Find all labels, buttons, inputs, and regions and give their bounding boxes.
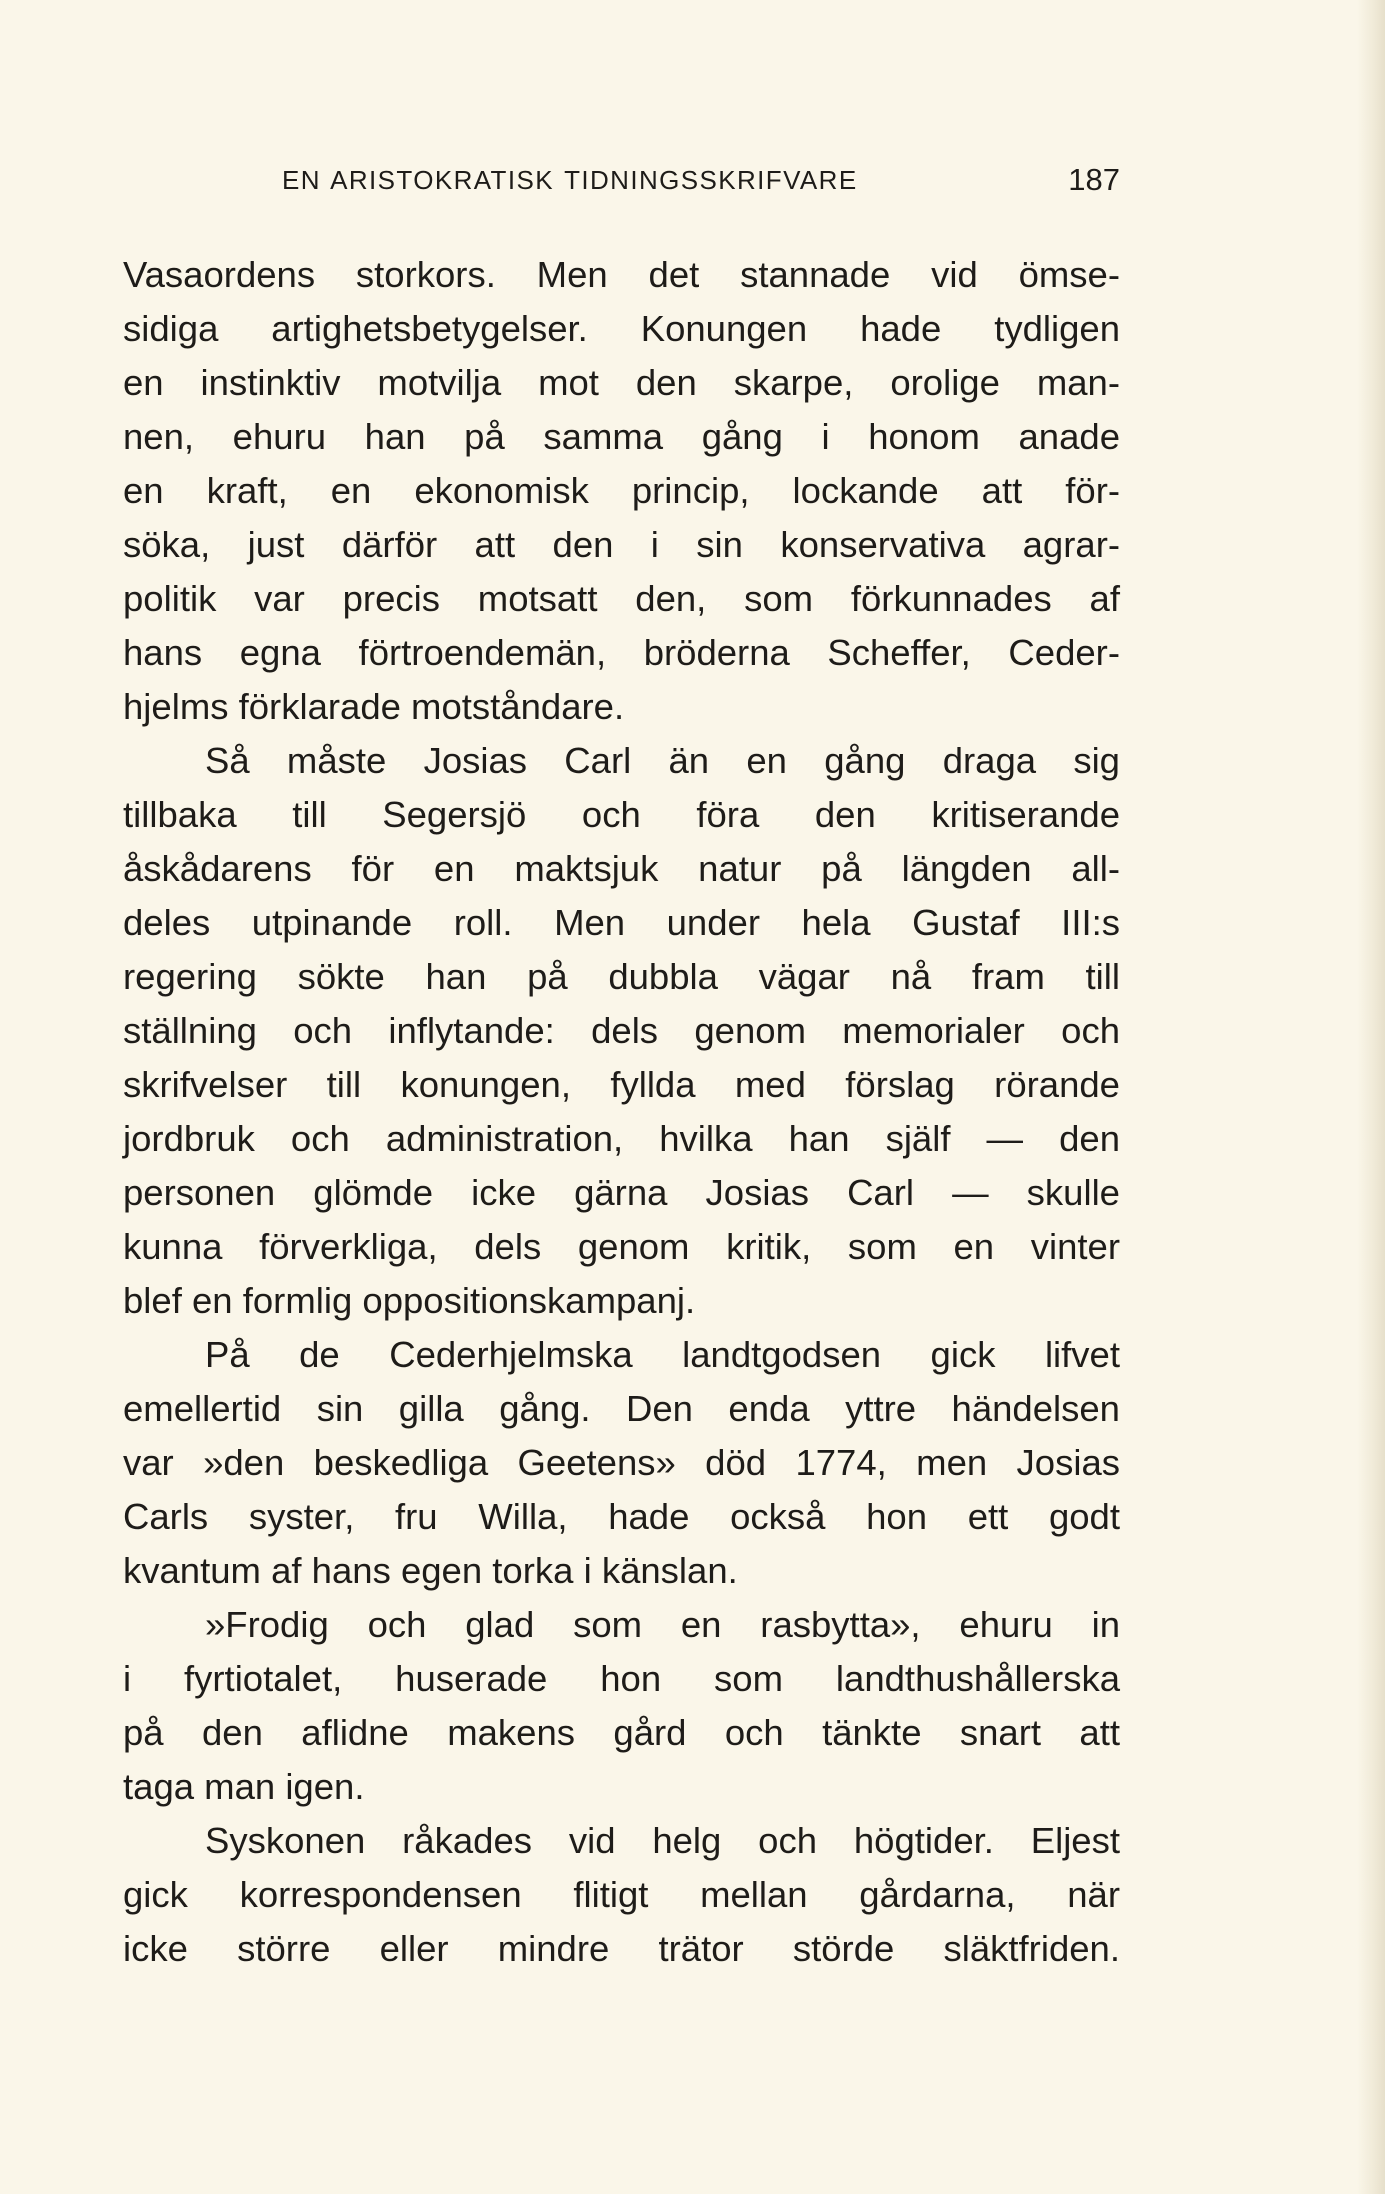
body-text	[123, 248, 1120, 1976]
text-line: regering sökte han på dubbla vägar nå fram till	[123, 956, 1120, 997]
text-line: icke större eller mindre trätor störde släktfriden.	[123, 1928, 1120, 1969]
text-line: på den aflidne makens gård och tänkte snart att	[123, 1712, 1120, 1753]
text-line: hjelms förklarade motståndare.	[123, 686, 625, 727]
text-line: jordbruk och administration, hvilka han själf — den	[123, 1118, 1120, 1159]
running-title: EN ARISTOKRATISK TIDNINGSSKRIFVARE	[282, 165, 858, 195]
text-line: en kraft, en ekonomisk princip, lockande att för-	[123, 470, 1120, 511]
text-line: Syskonen råkades vid helg och högtider. Eljest	[205, 1820, 1120, 1861]
text-line: tillbaka till Segersjö och föra den kritiserande	[123, 794, 1120, 835]
text-line: var »den beskedliga Geetens» död 1774, men Josias	[123, 1442, 1120, 1483]
text-line: åskådarens för en maktsjuk natur på längden all-	[123, 848, 1120, 889]
text-line: blef en formlig oppositionskampanj.	[123, 1280, 696, 1321]
text-line: skrifvelser till konungen, fyllda med förslag rörande	[123, 1064, 1120, 1105]
text-line: Vasaordens storkors. Men det stannade vid ömse-	[123, 254, 1120, 295]
text-line: emellertid sin gilla gång. Den enda yttre händelsen	[123, 1388, 1120, 1429]
running-header	[282, 160, 1120, 200]
text-line: politik var precis motsatt den, som förkunnades af	[123, 578, 1120, 619]
text-line: Carls syster, fru Willa, hade också hon ett godt	[123, 1496, 1120, 1537]
text-line: en instinktiv motvilja mot den skarpe, orolige man-	[123, 362, 1120, 403]
text-line: »Frodig och glad som en rasbytta», ehuru in	[205, 1604, 1120, 1645]
page-number: 187	[1068, 162, 1120, 197]
page-edge-shadow	[1357, 0, 1385, 2194]
text-line: På de Cederhjelmska landtgodsen gick lifvet	[205, 1334, 1120, 1375]
text-line: taga man igen.	[123, 1766, 365, 1807]
text-line: hans egna förtroendemän, bröderna Scheffer, Ceder-	[123, 632, 1120, 673]
text-line: Så måste Josias Carl än en gång draga sig	[205, 740, 1120, 781]
text-line: gick korrespondensen flitigt mellan gårdarna, när	[123, 1874, 1120, 1915]
text-line: söka, just därför att den i sin konservativa agrar-	[123, 524, 1120, 565]
text-line: personen glömde icke gärna Josias Carl — skulle	[123, 1172, 1120, 1213]
text-line: ställning och inflytande: dels genom memorialer och	[123, 1010, 1120, 1051]
text-line: kunna förverkliga, dels genom kritik, som en vinter	[123, 1226, 1120, 1267]
text-line: i fyrtiotalet, huserade hon som landthushållerska	[123, 1658, 1120, 1699]
text-line: sidiga artighetsbetygelser. Konungen hade tydligen	[123, 308, 1120, 349]
text-line: kvantum af hans egen torka i känslan.	[123, 1550, 738, 1591]
text-line: deles utpinande roll. Men under hela Gustaf III:s	[123, 902, 1120, 943]
text-line: nen, ehuru han på samma gång i honom anade	[123, 416, 1120, 457]
